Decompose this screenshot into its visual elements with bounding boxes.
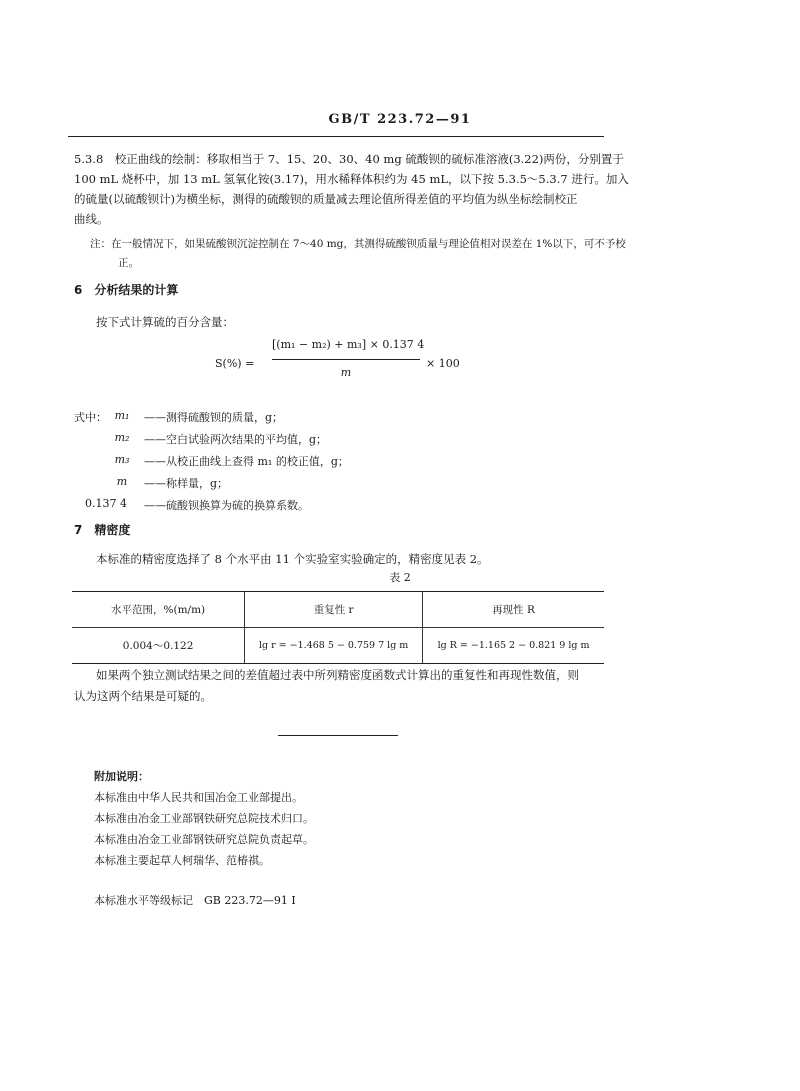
additional-line: 本标准由冶金工业部钢铁研究总院技术归口。 xyxy=(94,812,314,825)
additional-line: 本标准主要起草人柯瑞华、范椿祺。 xyxy=(94,854,270,867)
table-header-cell: 重复性 r xyxy=(245,592,423,628)
defs-lead: 式中： xyxy=(74,411,107,424)
definition-symbol: m₂ xyxy=(114,431,130,444)
table-row xyxy=(72,628,604,664)
note-line: 正。 xyxy=(118,257,139,269)
closing-line: 如果两个独立测试结果之间的差值超过表中所列精密度函数式计算出的重复性和再现性数值，则 xyxy=(96,668,579,682)
clause-line: 曲线。 xyxy=(74,212,109,226)
table-cell: lg r = −1.468 5 − 0.759 7 lg m xyxy=(245,628,423,664)
note xyxy=(90,235,626,273)
clause-line: 5.3.8 校正曲线的绘制：移取相当于 7、15、20、30、40 mg 硫酸钡的硫标准溶液(3.22)两份，分别置于 xyxy=(74,152,624,166)
fraction-bar xyxy=(272,359,420,360)
clause-line: 100 mL 烧杯中，加 13 mL 氢氧化铵(3.17)，用水稀释体积约为 45 mL，以下按 5.3.5～5.3.7 进行。加入 xyxy=(74,172,629,186)
running-header: GB/T 223.72—91 xyxy=(328,112,472,127)
definition-text: ——从校正曲线上查得 m₁ 的校正值，g； xyxy=(144,455,349,468)
table-cell: lg R = −1.165 2 − 0.821 9 lg m xyxy=(437,640,590,651)
section-7-title: 7 精密度 xyxy=(74,523,131,537)
level-mark: 本标准水平等级标记 GB 223.72—91 Ⅰ xyxy=(94,894,296,907)
definition-text: ——空白试验两次结果的平均值，g； xyxy=(144,433,328,446)
closing-line: 认为这两个结果是可疑的。 xyxy=(74,689,212,703)
table-header-cell: 再现性 R xyxy=(423,592,604,628)
formula-lhs: S(%) = xyxy=(215,357,255,370)
section-6-title: 6 分析结果的计算 xyxy=(74,283,179,297)
additional-notes xyxy=(94,766,314,871)
additional-title: 附加说明： xyxy=(94,770,149,783)
definition-symbol: m xyxy=(116,475,128,488)
additional-line: 本标准由冶金工业部钢铁研究总院负责起草。 xyxy=(94,833,314,846)
header-rule xyxy=(68,136,604,137)
definition-symbol: m₃ xyxy=(114,453,130,466)
table-cell: 0.004～0.122 xyxy=(122,640,194,652)
definition-text: ——硫酸钡换算为硫的换算系数。 xyxy=(144,499,309,512)
end-divider xyxy=(278,735,398,736)
section-6-intro: 按下式计算硫的百分含量： xyxy=(96,315,234,329)
definition-text: ——测得硫酸钡的质量，g； xyxy=(144,411,284,424)
precision-table xyxy=(72,591,604,664)
definition-symbol: m₁ xyxy=(114,409,130,422)
formula-tail: × 100 xyxy=(426,357,460,370)
note-line: 注：在一般情况下，如果硫酸钡沉淀控制在 7～40 mg，其测得硫酸钡质量与理论值相对误差在 1%以下，可不予校 xyxy=(90,238,626,250)
table-caption: 表 2 xyxy=(389,571,411,584)
formula-numerator: [(m₁ − m₂) + m₃] × 0.137 4 xyxy=(272,338,425,351)
clause-5-3-8 xyxy=(74,149,629,229)
table-header-cell: 水平范围，%(m/m) xyxy=(72,592,245,628)
definition-symbol: 0.137 4 xyxy=(85,497,127,510)
definition-text: ——称样量，g； xyxy=(144,477,229,490)
clause-line: 的硫量(以硫酸钡计)为横坐标，测得的硫酸钡的质量减去理论值所得差值的平均值为纵坐标绘制校正 xyxy=(74,192,578,206)
formula-denominator: m xyxy=(340,366,352,379)
additional-line: 本标准由中华人民共和国冶金工业部提出。 xyxy=(94,791,303,804)
table-header-row xyxy=(72,592,604,628)
section-7-intro: 本标准的精密度选择了 8 个水平由 11 个实验室实验确定的，精密度见表 2。 xyxy=(96,552,489,566)
